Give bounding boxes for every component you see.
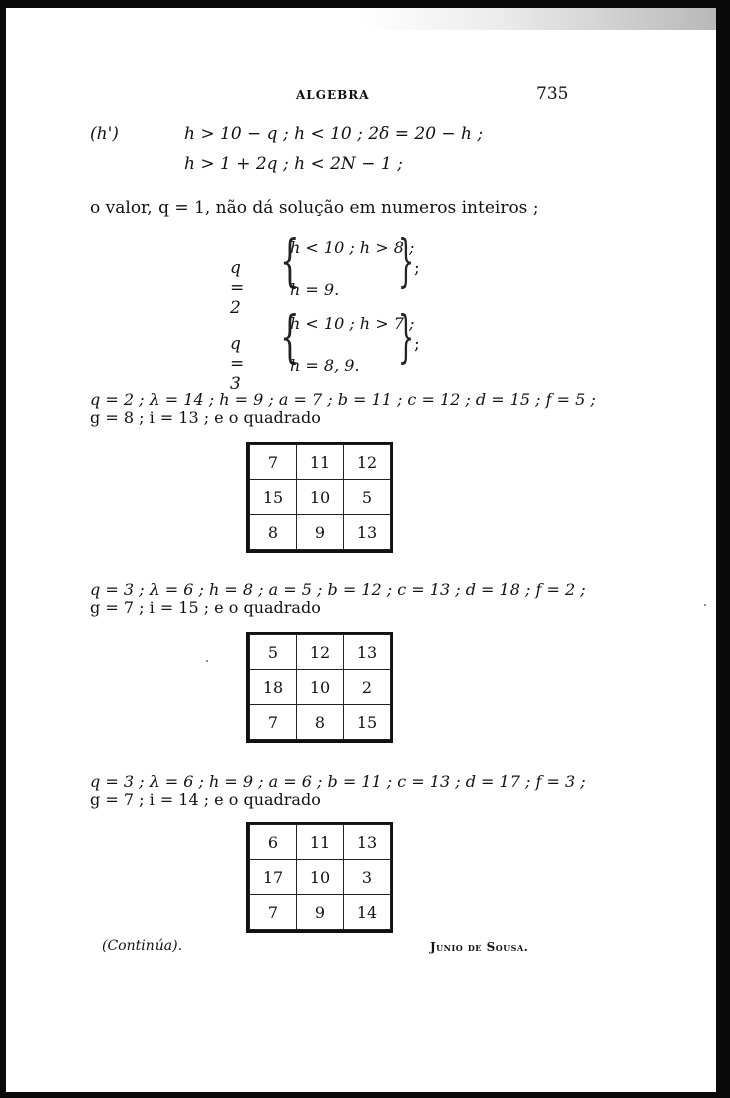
table-row <box>250 445 391 480</box>
table-row <box>250 895 391 930</box>
magic-square-2 <box>246 632 393 743</box>
cell: 13 <box>344 515 391 550</box>
case-q3-label: q = 3 <box>230 334 245 394</box>
cell: 7 <box>250 445 297 480</box>
cell: 14 <box>344 895 391 930</box>
cell: 12 <box>297 635 344 670</box>
equation-label: (h') <box>90 124 119 144</box>
cell: 13 <box>344 825 391 860</box>
magic-square-1 <box>246 442 393 553</box>
equation-line-1: h > 10 − q ; h < 10 ; 2δ = 20 − h ; <box>184 124 484 144</box>
case-q3-line1: h < 10 ; h > 7 ; <box>290 314 415 333</box>
cell: 12 <box>344 445 391 480</box>
statement-line: o valor, q = 1, não dá solução em numeros inteiros ; <box>90 198 539 218</box>
magic-square-1-table <box>249 444 391 550</box>
cell: 3 <box>344 860 391 895</box>
solution3-line2: g = 7 ; i = 14 ; e o quadrado <box>90 790 321 809</box>
cell: 7 <box>250 705 297 740</box>
table-row <box>250 860 391 895</box>
solution1-line1: q = 2 ; λ = 14 ; h = 9 ; a = 7 ; b = 11 ; c = 12 ; d = 15 ; f = 5 ; <box>90 390 596 409</box>
cell: 5 <box>344 480 391 515</box>
cell: 17 <box>250 860 297 895</box>
cell: 18 <box>250 670 297 705</box>
cell: 11 <box>297 445 344 480</box>
cell: 10 <box>297 480 344 515</box>
cell: 13 <box>344 635 391 670</box>
left-brace-icon: { <box>280 229 300 294</box>
magic-square-3 <box>246 822 393 933</box>
speck <box>206 660 208 662</box>
magic-square-2-table <box>249 634 391 740</box>
right-brace-icon: } <box>398 229 415 294</box>
table-row <box>250 635 391 670</box>
cell: 6 <box>250 825 297 860</box>
cell: 9 <box>297 515 344 550</box>
case-q2-line2: h = 9. <box>290 280 340 299</box>
author-signature: Junio de Sousa. <box>430 940 529 954</box>
cell: 11 <box>297 825 344 860</box>
table-row <box>250 825 391 860</box>
case-q2-label: q = 2 <box>230 258 245 318</box>
magic-square-3-table <box>249 824 391 930</box>
case-q2-semicolon: ; <box>414 258 420 278</box>
cell: 9 <box>297 895 344 930</box>
cell: 8 <box>250 515 297 550</box>
case-q2-line1: h < 10 ; h > 8 ; <box>290 238 415 257</box>
solution1-line2: g = 8 ; i = 13 ; e o quadrado <box>90 408 321 427</box>
cell: 7 <box>250 895 297 930</box>
speck <box>704 604 706 606</box>
cell: 8 <box>297 705 344 740</box>
scan-shadow <box>360 8 716 30</box>
table-row <box>250 705 391 740</box>
case-q3-semicolon: ; <box>414 334 420 354</box>
cell: 10 <box>297 670 344 705</box>
solution3-line1: q = 3 ; λ = 6 ; h = 9 ; a = 6 ; b = 11 ; c = 13 ; d = 17 ; f = 3 ; <box>90 772 586 791</box>
table-row <box>250 670 391 705</box>
page-number: 735 <box>536 84 569 104</box>
cell: 5 <box>250 635 297 670</box>
equation-line-2: h > 1 + 2q ; h < 2N − 1 ; <box>184 154 403 174</box>
left-brace-icon: { <box>280 305 300 370</box>
cell: 10 <box>297 860 344 895</box>
cell: 15 <box>250 480 297 515</box>
case-q3-line2: h = 8, 9. <box>290 356 360 375</box>
cell: 2 <box>344 670 391 705</box>
table-row <box>250 480 391 515</box>
right-brace-icon: } <box>398 305 415 370</box>
continued-note: (Continúa). <box>102 938 183 954</box>
running-title: ALGEBRA <box>296 88 370 102</box>
solution2-line2: g = 7 ; i = 15 ; e o quadrado <box>90 598 321 617</box>
table-row <box>250 515 391 550</box>
solution2-line1: q = 3 ; λ = 6 ; h = 8 ; a = 5 ; b = 12 ; c = 13 ; d = 18 ; f = 2 ; <box>90 580 586 599</box>
cell: 15 <box>344 705 391 740</box>
